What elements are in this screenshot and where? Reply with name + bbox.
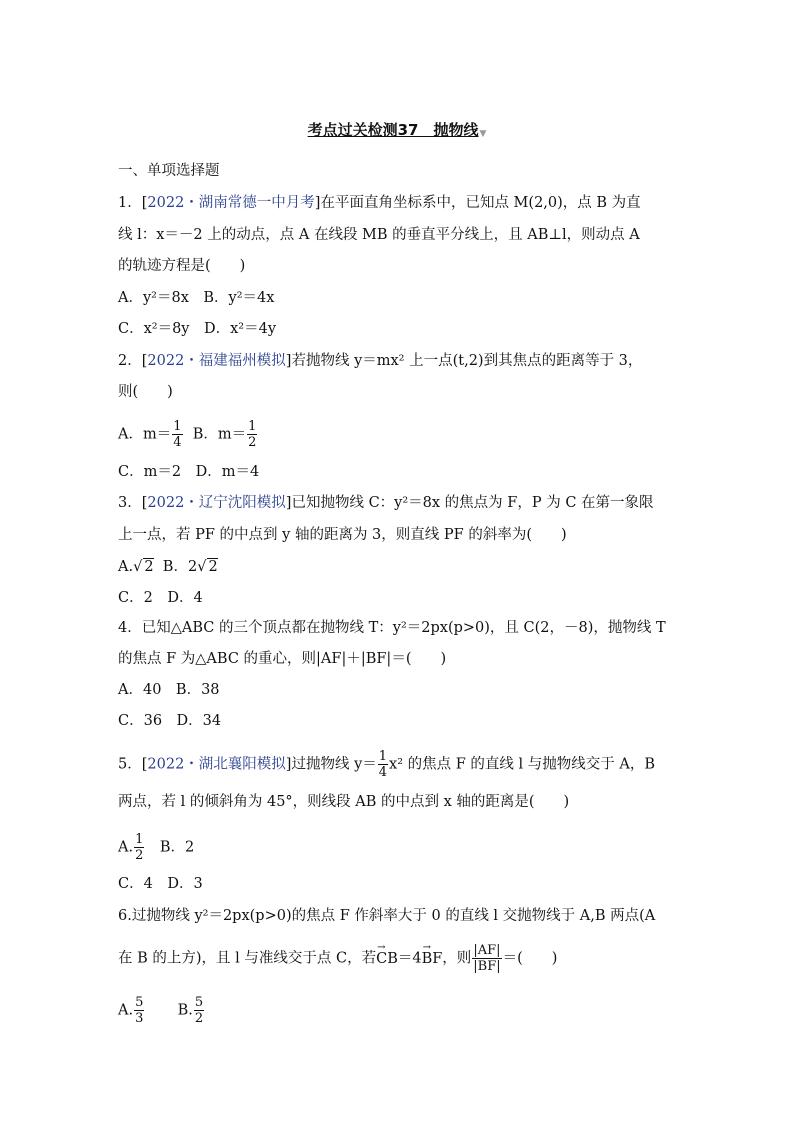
q1-line2: 线 l：x＝－2 上的动点，点 A 在线段 MB 的垂直平分线上，且 AB⊥l，则动点 A (118, 227, 640, 243)
q6-options-ab: A. $\frac{5}{3}$ B. $\frac{5}{2}$ (118, 995, 204, 1026)
q1-options-cd: C．x²＝8y D．x²＝4y (118, 321, 277, 337)
q1-source-link[interactable]: 2022・湖南常德一中月考 (147, 195, 315, 211)
q6-line2: 在 B 的上方)，且 l 与准线交于点 C，若→ CB＝4→ BF，则 $\frac{|AF|}{|BF|}$ ＝( ) (118, 943, 557, 974)
q1-options-ab: A．y²＝8x B．y²＝4x (118, 290, 275, 306)
q6-line1: 6.过抛物线 y²＝2px(p>0)的焦点 F 作斜率大于 0 的直线 l 交抛物线于 A,B 两点(A (118, 908, 656, 924)
q3-line2: 上一点，若 PF 的中点到 y 轴的距离为 3，则直线 PF 的斜率为( ) (118, 527, 567, 543)
fraction: $\frac{5}{3}$ (135, 995, 144, 1026)
q5-options-cd: C．4 D．3 (118, 876, 203, 892)
q5-source-link[interactable]: 2022・湖北襄阳模拟 (147, 756, 286, 773)
vector-bf: → BF (422, 949, 443, 969)
fraction: $\frac{1}{4}$ (173, 419, 182, 450)
title-text: 考点过关检测37 抛物线 (307, 121, 479, 139)
q3-options-ab: A.√ 2 B．2√ 2 (118, 559, 218, 575)
q2-source-link[interactable]: 2022・福建福州模拟 (147, 353, 286, 369)
q5-line2: 两点，若 l 的倾斜角为 45°，则线段 AB 的中点到 x 轴的距离是( ) (118, 794, 570, 810)
fraction: $\frac{1}{4}$ (378, 749, 388, 780)
q4-options-ab: A．40 B．38 (118, 682, 220, 698)
q3-line1: 3．[2022・辽宁沈阳模拟]已知抛物线 C：y²＝8x 的焦点为 F，P 为 C 在第一象限 (118, 495, 654, 511)
q3-options-cd: C．2 D．4 (118, 590, 203, 606)
vector-cb: → CB (376, 949, 398, 969)
q4-options-cd: C．36 D．34 (118, 713, 222, 729)
q2-options-cd: C．m＝2 D．m＝4 (118, 464, 260, 480)
dropdown-triangle-icon: ▼ (479, 129, 487, 139)
fraction: $\frac{1}{2}$ (135, 832, 144, 863)
q1-line3: 的轨迹方程是( ) (118, 258, 246, 274)
section-heading: 一、单项选择题 (118, 163, 220, 179)
q4-line2: 的焦点 F 为△ABC 的重心，则|AF|＋|BF|＝( ) (118, 651, 447, 667)
sqrt-radicand: 2 (144, 559, 154, 575)
q5-options-ab: A. $\frac{1}{2}$ B．2 (118, 832, 195, 863)
fraction: $\frac{1}{2}$ (248, 419, 257, 450)
fraction: $\frac{5}{2}$ (194, 995, 204, 1026)
q2-options-ab: A．m＝ $\frac{1}{4}$ B．m＝ $\frac{1}{2}$ (118, 419, 257, 450)
sqrt-radicand: 2 (208, 559, 218, 575)
q1-line1: 1．[2022・湖南常德一中月考]在平面直角坐标系中，已知点 M(2,0)，点 B 为直 (118, 195, 641, 211)
page-title (0, 119, 794, 140)
q3-source-link[interactable]: 2022・辽宁沈阳模拟 (147, 495, 286, 511)
q5-line1: 5．[2022・湖北襄阳模拟]过抛物线 y＝ $\frac{1}{4}$ x² 的焦点 F 的直线 l 与抛物线交于 A，B (118, 749, 656, 780)
q2-line2: 则( ) (118, 384, 173, 400)
q4-line1: 4．已知△ABC 的三个顶点都在抛物线 T：y²＝2px(p>0)，且 C(2，－8)，抛物线 T (118, 620, 666, 636)
q2-line1: 2．[2022・福建福州模拟]若抛物线 y＝mx² 上一点(t,2)到其焦点的距离等于 3， (118, 353, 643, 369)
fraction: $\frac{|AF|}{|BF|}$ (473, 943, 501, 974)
